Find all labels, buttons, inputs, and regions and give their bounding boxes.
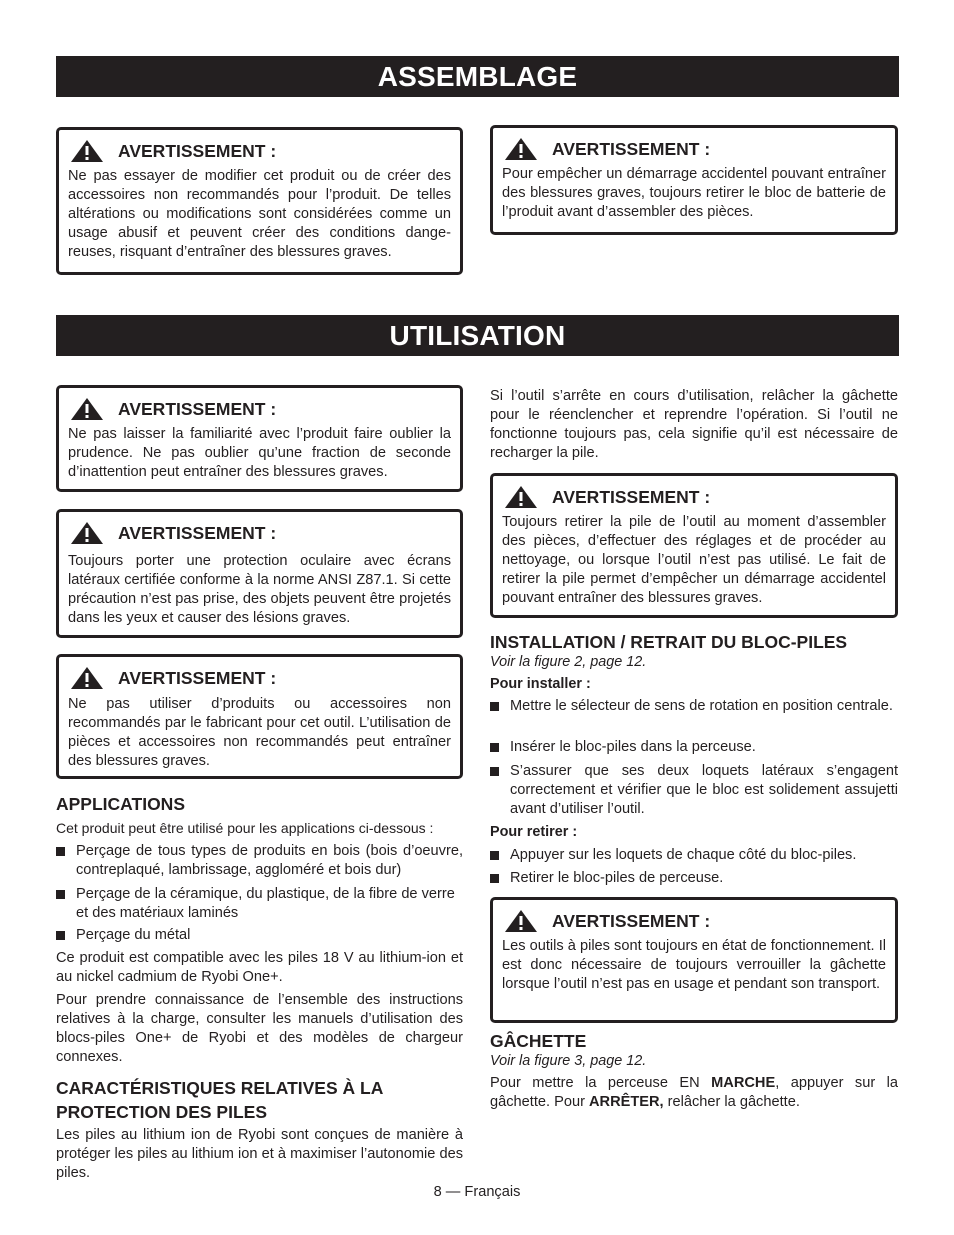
warning-body: Toujours retirer la pile de l’outil au moment d’assembler des pièces, d’effectuer des réglages et de procéder au nettoyage, ou lorsque l’outil n’est pas utilisé. Le fait de retirer la pile permet d’empêcher un démarrage accidentel pouvant entraîner des blessures graves. — [502, 514, 886, 606]
section-banner-assemblage: ASSEMBLAGE — [56, 56, 899, 97]
warning-box-trigger-lock — [490, 897, 898, 1023]
warning-triangle-icon — [70, 139, 104, 163]
charging-paragraph: Pour prendre connaissance de l’ensemble des instructions relatives à la charge, consulter les manuels d’utilisation des blocs-piles One+ de Ryobi et des modèles de chargeur connexes. — [56, 992, 463, 1065]
protection-heading-line2: PROTECTION DES PILES — [56, 1102, 267, 1122]
warning-title: AVERTISSEMENT : — [118, 522, 277, 543]
warning-triangle-icon — [70, 397, 104, 421]
warning-triangle-icon — [70, 521, 104, 545]
warning-body: Ne pas laisser la familiarité avec l’produit faire oublier la prudence. Ne pas oublier qu’une fraction de seconde d’inattention peut entraîner des blessures graves. — [68, 426, 451, 480]
list-item: S’assurer que ses deux loquets latéraux s’engagent correctement et vérifier que le bloc est solidement assujetti avant d’utiliser l’outil. — [490, 762, 898, 819]
bullet-square-icon — [56, 931, 65, 940]
restart-paragraph: Si l’outil s’arrête en cours d’utilisation, relâcher la gâchette pour le réenclencher et reprendre l’opération. Si l’outil ne fonctionne toujours pas, cela signifie qu’il est nécessaire de recharger la pile. — [490, 388, 898, 461]
warning-box-eye-protection — [56, 509, 463, 638]
warning-triangle-icon — [70, 666, 104, 690]
list-item: Retirer le bloc-piles de perceuse. — [490, 869, 898, 888]
list-item: Perçage du métal — [56, 926, 463, 945]
warning-title: AVERTISSEMENT : — [118, 398, 277, 419]
warning-box-remove-battery-assembly — [490, 125, 898, 235]
install-label: Pour installer : — [490, 676, 591, 692]
warning-triangle-icon — [504, 485, 538, 509]
compatibility-paragraph: Ce produit est compatible avec les piles 18 V au lithium-ion et au nickel cadmium de Ryobi One+. — [56, 950, 463, 985]
applications-intro: Cet produit peut être utilisé pour les applications ci-dessous : — [56, 820, 434, 836]
remove-label: Pour retirer : — [490, 824, 578, 840]
list-item: Insérer le bloc-piles dans la perceuse. — [490, 738, 898, 757]
list-item: Mettre le sélecteur de sens de rotation en position centrale. — [490, 697, 898, 716]
installation-heading: INSTALLATION / RETRAIT DU BLOC-PILES — [490, 632, 848, 652]
installation-figure-ref: Voir la figure 2, page 12. — [490, 654, 647, 670]
bullet-square-icon — [56, 847, 65, 856]
gachette-figure-ref: Voir la figure 3, page 12. — [490, 1053, 647, 1069]
warning-body: Les outils à piles sont toujours en état de fonctionnement. Il est donc nécessaire de toujours verrouiller la gâchette lorsque l’outil n’est pas en usage et pendant son transport. — [502, 938, 886, 992]
warning-box-modification — [56, 127, 463, 275]
warning-triangle-icon — [504, 909, 538, 933]
protection-heading-line1: CARACTÉRISTIQUES RELATIVES À LA — [56, 1078, 384, 1098]
applications-heading: APPLICATIONS — [56, 794, 185, 814]
warning-body: Pour empêcher un démarrage accidentel pouvant entraîner des blessures graves, toujours retirer le bloc de batterie de l’produit avant d’assembler des pièces. — [502, 166, 886, 220]
list-item: Appuyer sur les loquets de chaque côté du bloc-piles. — [490, 846, 898, 865]
list-item: Perçage de la céramique, du plastique, de la fibre de verre et des matériaux laminés — [56, 885, 463, 923]
warning-body: Ne pas essayer de modifier cet produit ou de créer des accessoires non recommandés pour l’produit. De telles altérations ou modifications sont considérées comme un usage abusif et peuvent créer des conditions dange-reuses, risquant d’entraîner des blessures graves. — [68, 168, 451, 260]
bullet-square-icon — [490, 767, 499, 776]
warning-body: Toujours porter une protection oculaire avec écrans latéraux certifiée conforme à la norme ANSI Z87.1. Si cette précaution n’est pas prise, des objets peuvent être projetés dans les yeux et causer des lésions graves. — [68, 553, 451, 626]
warning-box-familiarity — [56, 385, 463, 492]
gachette-paragraph: Pour mettre la perceuse EN MARCHE, appuyer sur la gâchette. Pour ARRÊTER, relâcher la gâchette. — [490, 1075, 898, 1110]
protection-paragraph: Les piles au lithium ion de Ryobi sont conçues de manière à protéger les piles au lithium ion et à maximiser l’autonomie des piles. — [56, 1127, 463, 1181]
list-item: Perçage de tous types de produits en bois (bois d’oeuvre, contreplaqué, lambrissage, aggloméré et bois dur) — [56, 842, 463, 880]
bullet-square-icon — [56, 890, 65, 899]
warning-box-remove-battery-use — [490, 473, 898, 618]
warning-triangle-icon — [504, 137, 538, 161]
warning-title: AVERTISSEMENT : — [552, 910, 711, 931]
warning-title: AVERTISSEMENT : — [552, 138, 711, 159]
bullet-square-icon — [490, 702, 499, 711]
bullet-square-icon — [490, 874, 499, 883]
warning-title: AVERTISSEMENT : — [118, 140, 277, 161]
warning-body: Ne pas utiliser d’produits ou accessoires non recommandés par le fabricant pour cet outil. L’utilisation de pièces et accessoires non recommandés peut entraîner des blessures graves. — [68, 696, 451, 769]
page-footer: 8 — Français — [433, 1184, 521, 1200]
warning-title: AVERTISSEMENT : — [552, 486, 711, 507]
section-banner-utilisation: UTILISATION — [56, 315, 899, 356]
bullet-square-icon — [490, 743, 499, 752]
bullet-square-icon — [490, 851, 499, 860]
gachette-heading: GÂCHETTE — [490, 1031, 587, 1051]
warning-title: AVERTISSEMENT : — [118, 667, 277, 688]
warning-box-accessories — [56, 654, 463, 779]
